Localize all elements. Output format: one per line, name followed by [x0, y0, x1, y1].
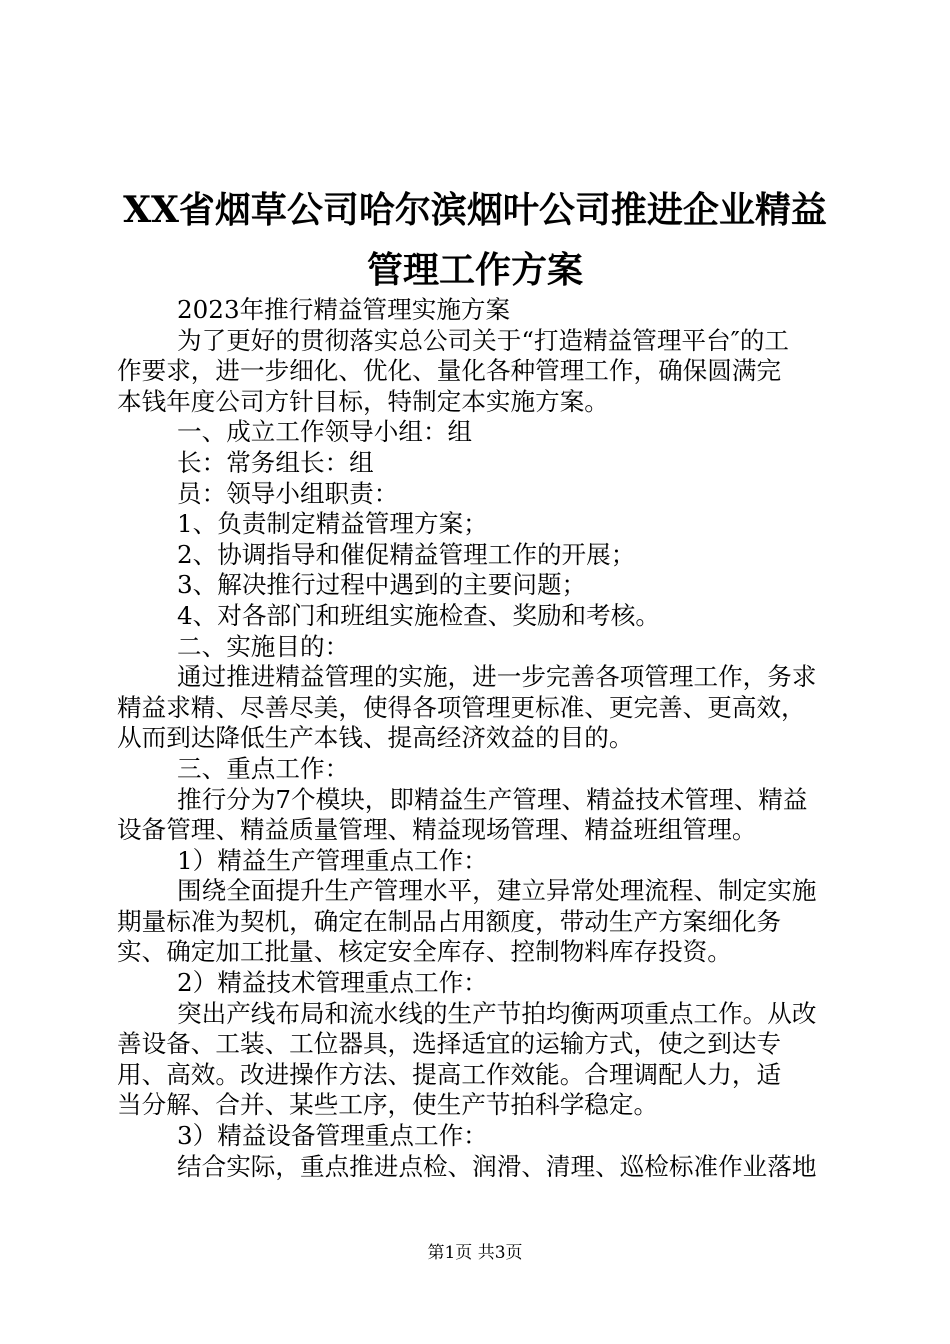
body-line: 二、实施目的： [177, 631, 350, 661]
body-line: 员：领导小组职责： [177, 478, 399, 508]
body-line: 1、负责制定精益管理方案； [177, 509, 488, 539]
body-line: 一、成立工作领导小组：组 [177, 417, 473, 447]
body-line: 从而到达降低生产本钱、提高经济效益的目的。 [117, 723, 634, 753]
body-line: 实、确定加工批量、核定安全库存、控制物料库存投资。 [117, 937, 732, 967]
body-line: 推行分为7个模块，即精益生产管理、精益技术管理、精益 [177, 784, 808, 814]
body-line: 2023年推行精益管理实施方案 [177, 295, 511, 324]
body-line: 期量标准为契机，确定在制品占用额度，带动生产方案细化务 [117, 906, 782, 936]
body-line: 用、高效。改进操作方法、提高工作效能。合理调配人力，适 [117, 1059, 782, 1089]
body-line: 突出产线布局和流水线的生产节拍均衡两项重点工作。从改 [177, 998, 817, 1028]
body-line: 作要求，进一步细化、优化、量化各种管理工作，确保圆满完 [117, 356, 782, 386]
document-title-line-2: 管理工作方案 [366, 249, 583, 291]
document-title-line-1: XX省烟草公司哈尔滨烟叶公司推进企业精益 [123, 189, 827, 231]
body-line: 为了更好的贯彻落实总公司关于“打造精益管理平台″的工 [177, 325, 790, 355]
body-line: 本钱年度公司方针目标，特制定本实施方案。 [117, 386, 609, 416]
body-line: 1）精益生产管理重点工作： [177, 845, 488, 875]
body-line: 3）精益设备管理重点工作： [177, 1121, 488, 1151]
body-line: 2、协调指导和催促精益管理工作的开展； [177, 539, 636, 569]
document-body [117, 295, 837, 1182]
body-line: 通过推进精益管理的实施，进一步完善各项管理工作，务求 [177, 662, 817, 692]
body-line: 3、解决推行过程中遇到的主要问题； [177, 570, 587, 600]
body-line: 4、对各部门和班组实施检查、奖励和考核。 [177, 600, 660, 630]
body-line: 善设备、工装、工位器具，选择适宜的运输方式，使之到达专 [117, 1029, 782, 1059]
body-line: 当分解、合并、某些工序，使生产节拍科学稳定。 [117, 1090, 659, 1120]
body-line: 三、重点工作： [177, 753, 350, 783]
body-line: 长：常务组长：组 [177, 447, 374, 477]
body-line: 精益求精、尽善尽美，使得各项管理更标准、更完善、更高效， [117, 692, 806, 722]
body-line: 设备管理、精益质量管理、精益现场管理、精益班组管理。 [117, 815, 757, 845]
body-line: 围绕全面提升生产管理水平，建立异常处理流程、制定实施 [177, 876, 817, 906]
body-line: 2）精益技术管理重点工作： [177, 968, 488, 998]
body-line: 结合实际，重点推进点检、润滑、清理、巡检标准作业落地 [177, 1151, 817, 1181]
page-footer: 第1页 共3页 [427, 1243, 523, 1263]
